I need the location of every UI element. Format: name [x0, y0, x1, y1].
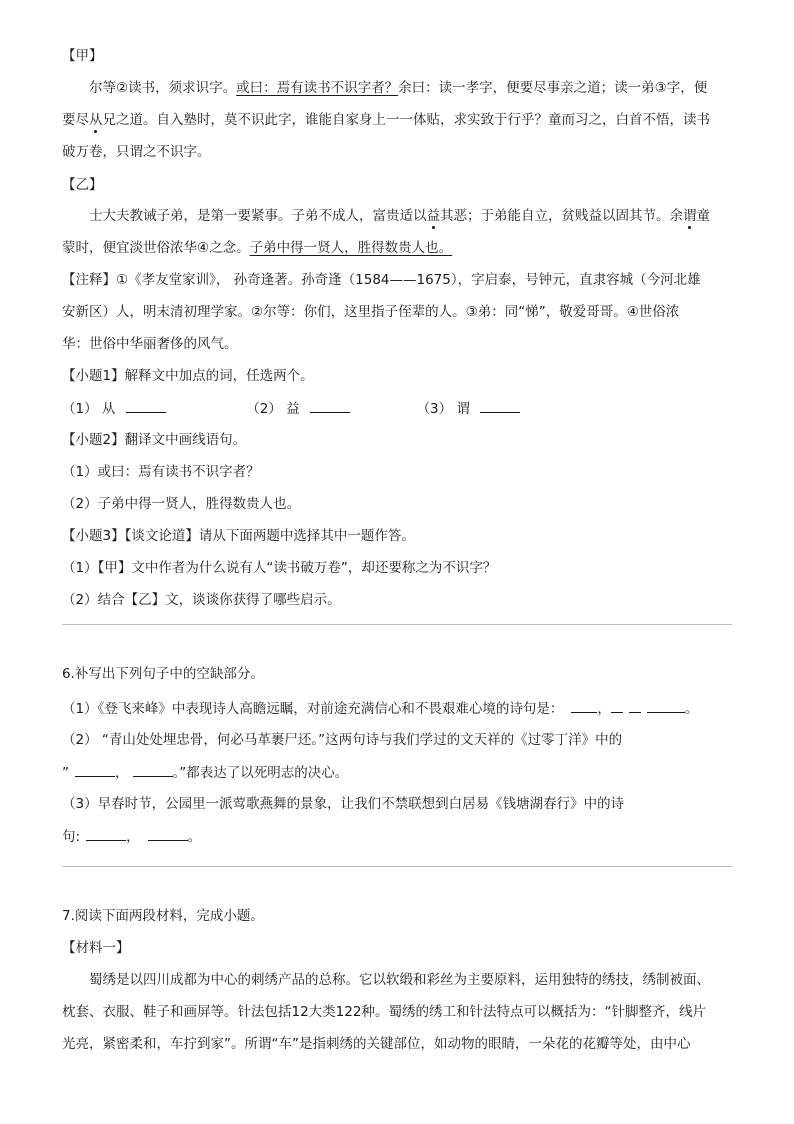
yi-text: 其恶；于弟能自立，贫贱益以固其节。余 — [440, 208, 683, 224]
jia-text: 要尽 — [62, 112, 89, 128]
punctuation: ， — [126, 829, 140, 845]
punctuation: ， — [597, 701, 611, 717]
material-1-header: 【材料一】 — [62, 940, 130, 956]
answer-blank[interactable] — [148, 826, 188, 841]
section-6-line-4: （3）早春时节，公园里一派莺歌燕舞的景象，让我们不禁联想到白居易《钱塘湖春行》中的诗 — [62, 796, 625, 812]
answer-blank[interactable] — [480, 398, 520, 413]
answer-blank[interactable] — [126, 398, 166, 413]
dotted-word: 益 — [426, 208, 440, 224]
section-6-line-1 — [62, 698, 732, 719]
section-6-line-2: （2） “青山处处埋忠骨，何必马革裹尸还。”这两句诗与我们学过的文天祥的《过零丁洋》中的 — [62, 732, 623, 748]
dotted-word: 谓 — [683, 208, 697, 224]
answer-blank[interactable] — [310, 398, 350, 413]
jia-header: 【甲】 — [62, 48, 103, 64]
question-2-item-2: （2）子弟中得一贤人，胜得数贵人也。 — [62, 496, 301, 512]
jia-text: 余曰：读一孝字，便要尽事亲之道；读一弟③字，便 — [398, 80, 708, 96]
jia-text: 兄之道。自入塾时，莫不识此字，谁能自家身上一一体贴，求实致于行乎？童而习之，白首不悟，读书 — [102, 112, 710, 128]
note-line-2: 安新区）人，明末清初理学家。②尔等：你们，这里指子侄辈的人。③弟：同“悌”，敬爱哥哥。④世俗浓 — [62, 304, 680, 320]
jia-paragraph-line-3: 破万卷，只谓之不识字。 — [62, 144, 211, 160]
jia-paragraph-line-1 — [62, 78, 732, 98]
underlined-sentence: 子弟中得一贤人，胜得数贵人也。 — [249, 240, 453, 256]
yi-paragraph-line-2 — [62, 238, 732, 258]
question-3-item-2: （2）结合【乙】文，谈谈你获得了哪些启示。 — [62, 592, 341, 608]
answer-blank[interactable] — [571, 698, 597, 713]
jia-text: 尔等②读书，须求识字。 — [89, 80, 237, 96]
punctuation: 。 — [187, 829, 202, 845]
section-6-text: 句: — [62, 829, 81, 845]
section-7-title: 7.阅读下面两段材料，完成小题。 — [62, 908, 264, 924]
underlined-sentence: 或曰：焉有读书不识字者？ — [236, 80, 399, 96]
section-6-prompt-1: （1）《登飞来峰》中表现诗人高瞻远瞩，对前途充满信心和不畏艰难心境的诗句是： — [62, 701, 564, 717]
note-line-1: 【注释】①《孝友堂家训》， 孙奇逢著。孙奇逢（1584——1675），字启泰，号钟元，直隶容城（今河北雄 — [62, 272, 701, 288]
yi-text: 童 — [696, 208, 710, 224]
material-1-line-3: 光亮，紧密柔和，车拧到家”。所谓“车”是指刺绣的关键部位，如动物的眼睛，一朵花的花瓣等处，由中心 — [62, 1036, 691, 1052]
answer-blank[interactable] — [75, 762, 115, 777]
answer-blank[interactable] — [86, 826, 126, 841]
answer-blank[interactable] — [133, 762, 173, 777]
answer-blank[interactable] — [629, 698, 641, 713]
dotted-word: 从 — [89, 112, 103, 128]
section-6-title: 6.补写出下列句子中的空缺部分。 — [62, 666, 264, 682]
section-6-line-5 — [62, 826, 732, 847]
question-2-item-1: （1）或曰：焉有读书不识字者？ — [62, 464, 260, 480]
yi-text: 士大夫教诫子弟，是第一要紧事。子弟不成人，富贵适以 — [89, 208, 427, 224]
material-1-line-2: 枕套、衣服、鞋子和画屏等。针法包括12大类122种。蜀绣的绣工和针法特点可以概括为：“针脚整齐，线片 — [62, 1004, 706, 1020]
question-1-items — [62, 398, 732, 419]
yi-text: 蒙时，便宜淡世俗浓华④之念。 — [62, 240, 250, 256]
question-2-title: 【小题2】翻译文中画线语句。 — [62, 432, 247, 448]
question-1-item-1: （1） 从 — [62, 401, 116, 417]
section-6-text: 。”都表达了以死明志的决心。 — [172, 765, 349, 781]
section-divider — [62, 624, 732, 625]
question-1-item-2: （2） 益 — [246, 401, 300, 417]
section-divider — [62, 866, 732, 867]
punctuation: 。 — [684, 701, 699, 717]
question-1-item-3: （3） 谓 — [416, 401, 470, 417]
question-3-title: 【小题3】【谈文论道】请从下面两题中选择其中一题作答。 — [62, 528, 415, 544]
material-1-line-1: 蜀绣是以四川成都为中心的刺绣产品的总称。它以软缎和彩丝为主要原料，运用独特的绣技，绣制被面、 — [89, 972, 710, 988]
yi-paragraph-line-1 — [62, 206, 732, 226]
punctuation: ， — [115, 765, 129, 781]
question-3-item-1: （1）【甲】文中作者为什么说有人“读书破万卷”，却还要称之为不识字？ — [62, 560, 497, 576]
question-1-title: 【小题1】解释文中加点的词，任选两个。 — [62, 368, 314, 384]
note-line-3: 华：世俗中华丽奢侈的风气。 — [62, 336, 238, 352]
answer-blank[interactable] — [647, 698, 685, 713]
answer-blank[interactable] — [611, 698, 623, 713]
yi-header: 【乙】 — [62, 177, 103, 193]
punctuation: ” — [62, 765, 69, 781]
section-6-line-3 — [62, 762, 732, 783]
jia-paragraph-line-2 — [62, 110, 732, 130]
